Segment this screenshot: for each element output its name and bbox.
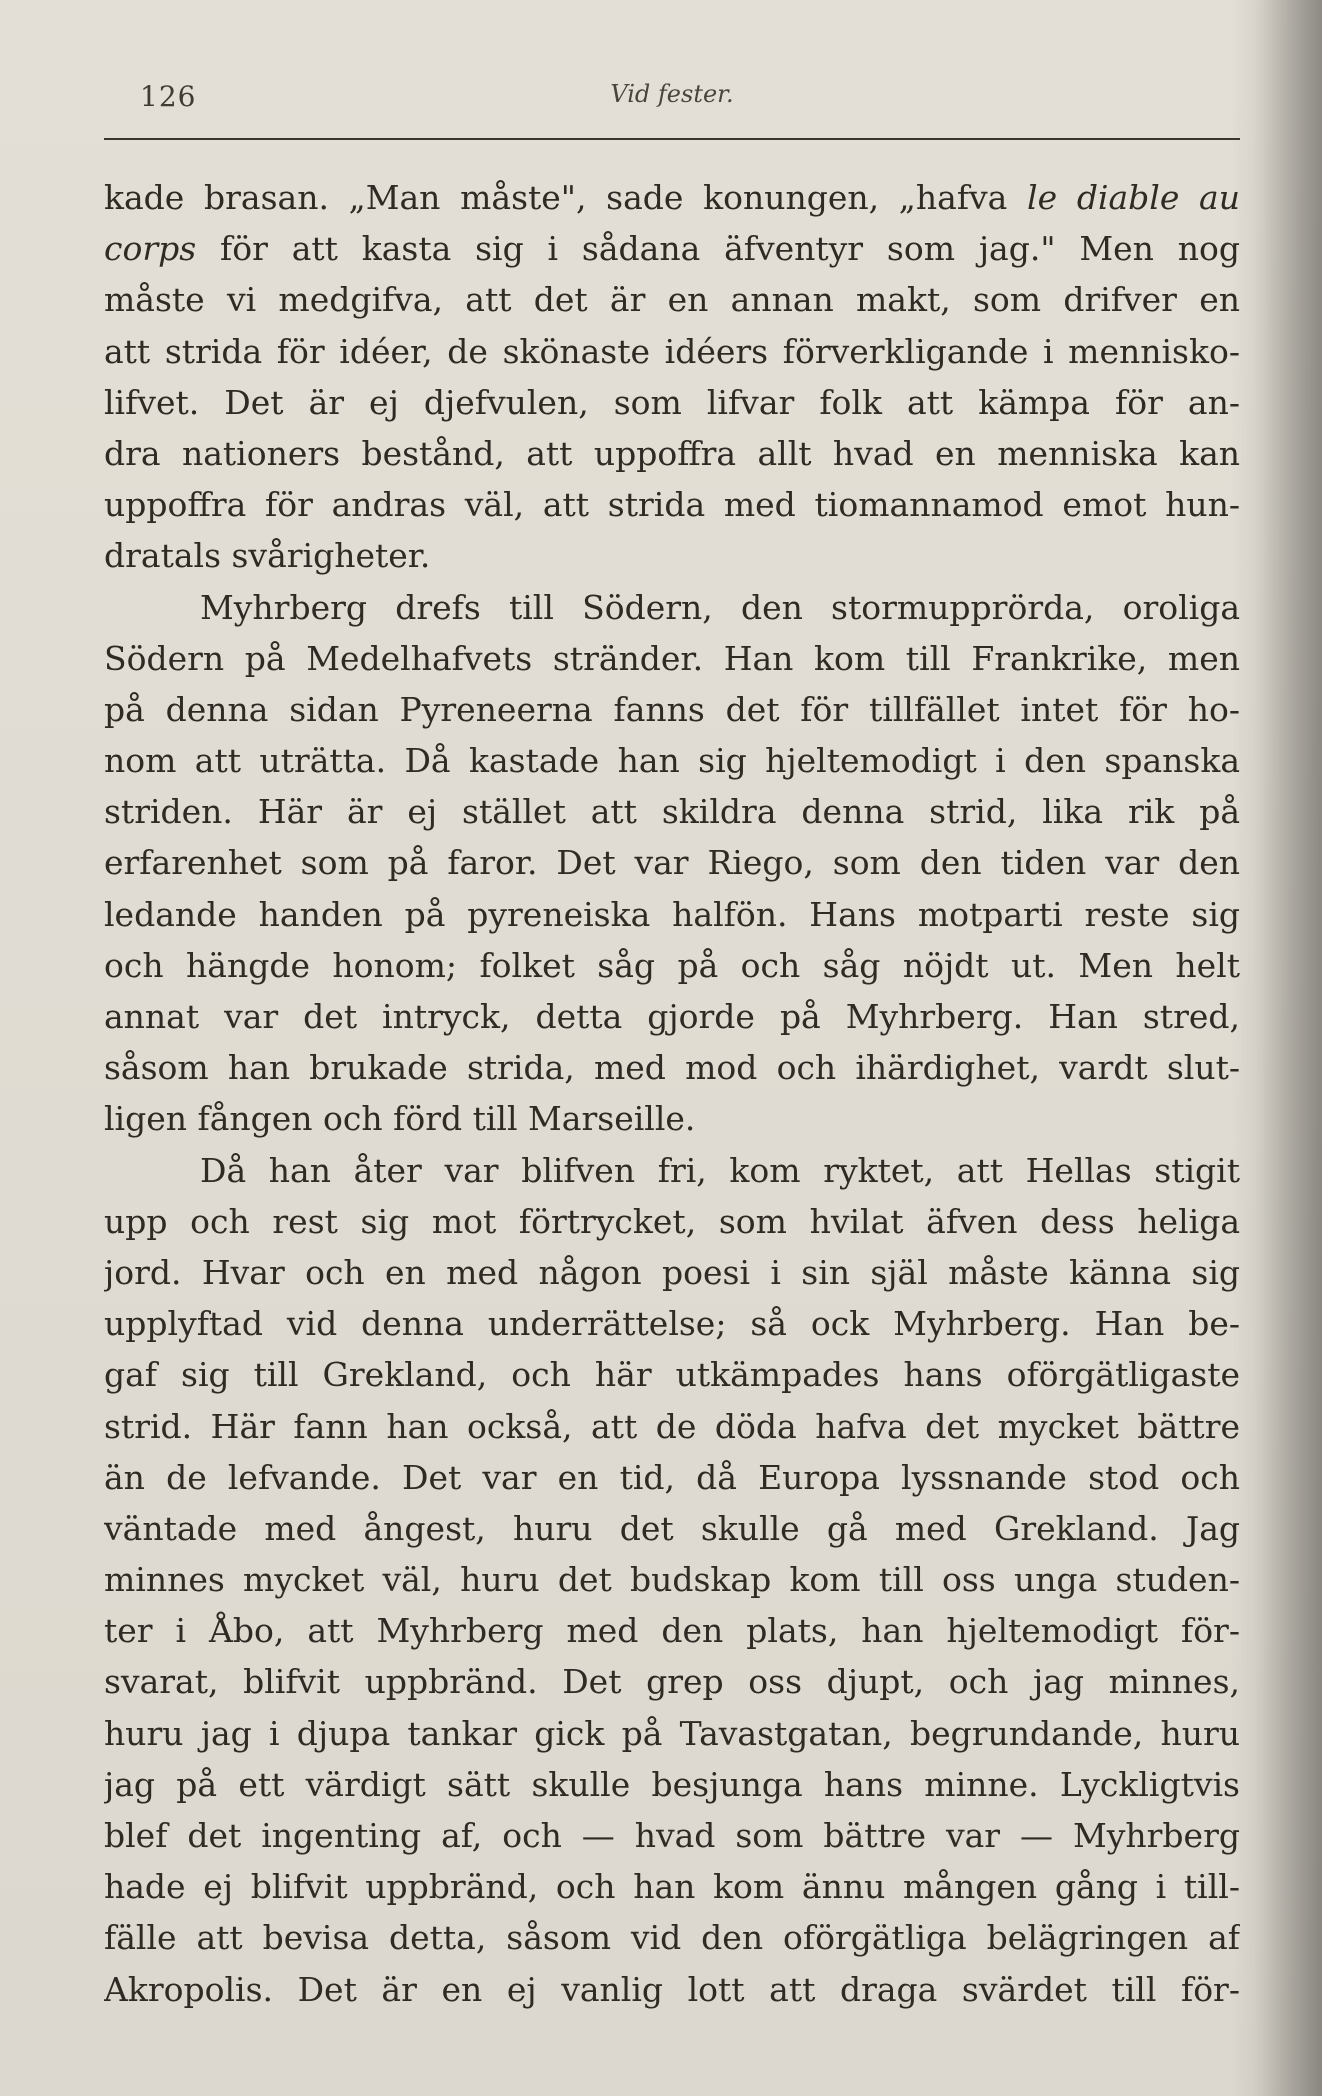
text-line: än de lefvande. Det var en tid, då Europa lyssnande stod och	[104, 1457, 1240, 1497]
text-line: upplyftad vid denna underrättelse; så ock Myhrberg. Han be-	[104, 1304, 1240, 1344]
text-line: erfarenhet som på faror. Det var Riego, som den tiden var den	[104, 843, 1240, 883]
text-line: ledande handen på pyreneiska halfön. Hans motparti reste sig	[104, 894, 1240, 934]
header-rule	[104, 138, 1240, 140]
text-line: strid. Här fann han också, att de döda hafva det mycket bättre	[104, 1406, 1240, 1446]
text-line: blef det ingenting af, och — hvad som bättre var — Myhrberg	[104, 1816, 1240, 1855]
text-line: huru jag i djupa tankar gick på Tavastgatan, begrundande, huru	[104, 1713, 1240, 1753]
page-header	[104, 80, 1240, 128]
text-line: lifvet. Det är ej djefvulen, som lifvar folk att kämpa för an-	[104, 382, 1240, 422]
text-line: ligen fången och förd till Marseille.	[104, 1099, 696, 1139]
paragraph-start-line: Då han åter var blifven fri, kom ryktet, att Hellas stigit	[200, 1150, 1240, 1190]
text-line: och hängde honom; folket såg på och såg nöjdt ut. Men helt	[104, 945, 1240, 985]
paragraph-start-line: Myhrberg drefs till Södern, den stormupprörda, oroliga	[200, 587, 1240, 627]
text-line: striden. Här är ej stället att skildra denna strid, lika rik på	[104, 792, 1240, 832]
text-line: nom att uträtta. Då kastade han sig hjeltemodigt i den spanska	[104, 741, 1240, 781]
text-line: gaf sig till Grekland, och här utkämpades hans oförgätligaste	[104, 1355, 1240, 1395]
page-number: 126	[140, 80, 197, 113]
text-line: fälle att bevisa detta, såsom vid den oförgätliga belägringen af	[104, 1918, 1240, 1958]
text-line: ter i Åbo, att Myhrberg med den plats, han hjeltemodigt för-	[104, 1611, 1240, 1651]
text-line: på denna sidan Pyreneerna fanns det för tillfället intet för ho-	[104, 689, 1240, 729]
text-line: jord. Hvar och en med någon poesi i sin själ måste känna sig	[104, 1252, 1240, 1292]
text-line: corps för att kasta sig i sådana äfventyr som jag." Men nog	[104, 229, 1240, 269]
text-line: minnes mycket väl, huru det budskap kom till oss unga studen-	[104, 1560, 1240, 1600]
text-line: Södern på Medelhafvets stränder. Han kom till Frankrike, men	[104, 638, 1240, 678]
text-line: hade ej blifvit uppbränd, och han kom ännu mången gång i till-	[104, 1867, 1240, 1907]
page-gutter-shadow	[1252, 0, 1322, 2096]
text-line: dratals svårigheter.	[104, 536, 431, 576]
text-line: kade brasan. „Man måste", sade konungen, „hafva le diable au	[104, 178, 1240, 217]
text-line: måste vi medgifva, att det är en annan makt, som drifver en	[104, 280, 1240, 320]
text-line: jag på ett värdigt sätt skulle besjunga hans minne. Lyckligtvis	[104, 1764, 1240, 1804]
text-line: svarat, blifvit uppbränd. Det grep oss djupt, och jag minnes,	[104, 1662, 1240, 1702]
text-line: väntade med ångest, huru det skulle gå med Grekland. Jag	[104, 1508, 1240, 1548]
text-line: att strida för idéer, de skönaste idéers förverkligande i mennisko-	[104, 331, 1240, 371]
text-line: Akropolis. Det är en ej vanlig lott att draga svärdet till för-	[104, 1969, 1240, 2009]
running-head: Vid fester.	[610, 80, 734, 108]
body-text	[104, 172, 1240, 2015]
text-line: annat var det intryck, detta gjorde på Myhrberg. Han stred,	[104, 997, 1240, 1036]
text-line: upp och rest sig mot förtrycket, som hvilat äfven dess heliga	[104, 1201, 1240, 1241]
text-line: uppoffra för andras väl, att strida med tiomannamod emot hun-	[104, 485, 1240, 525]
text-line: såsom han brukade strida, med mod och ihärdighet, vardt slut-	[104, 1048, 1240, 1088]
text-line: dra nationers bestånd, att uppoffra allt hvad en menniska kan	[104, 433, 1240, 473]
